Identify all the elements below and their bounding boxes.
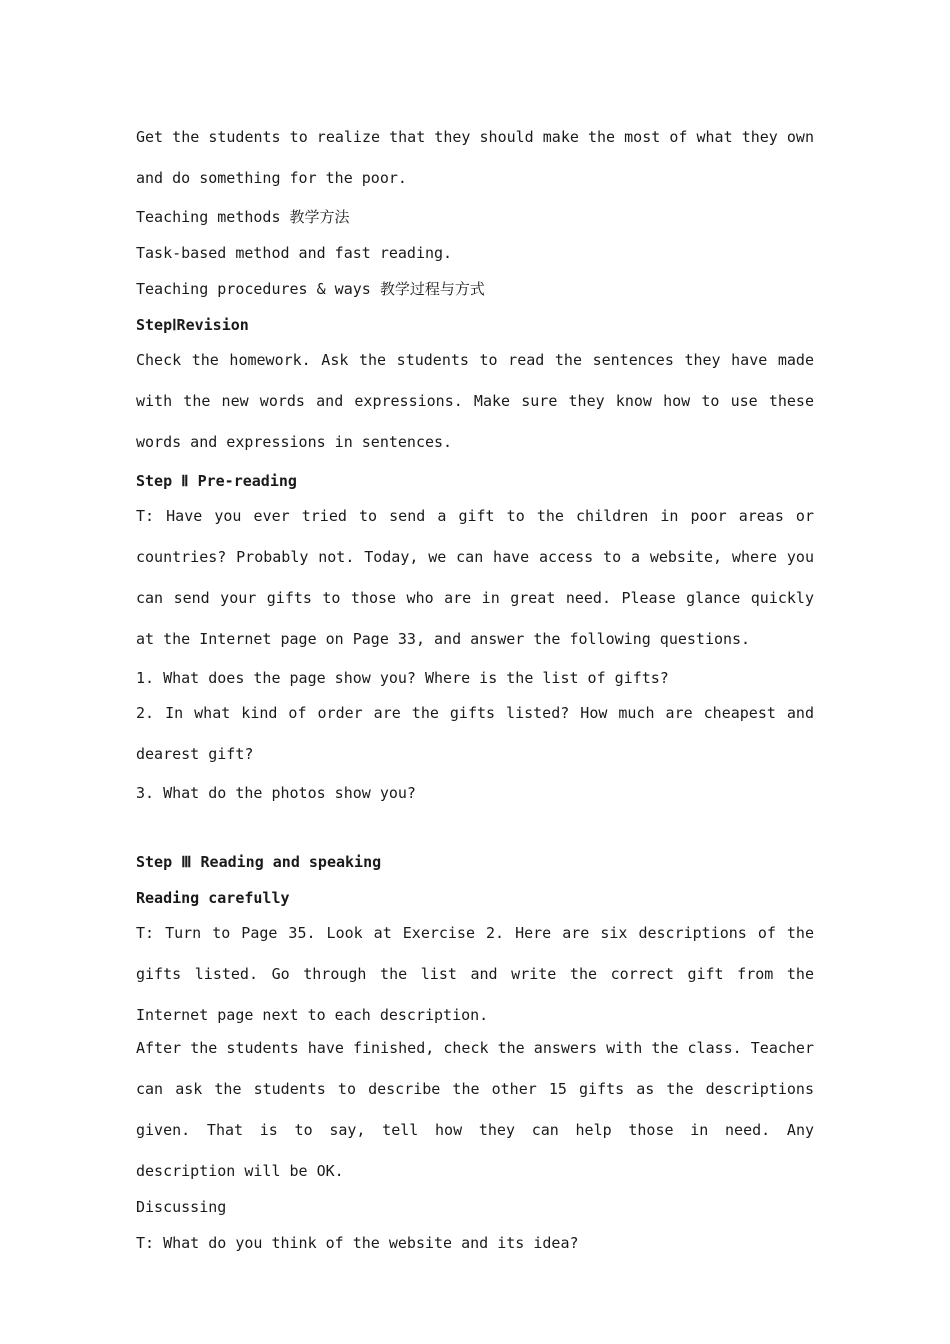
discussing-heading: Discussing — [136, 1198, 227, 1216]
step1-heading: StepⅠRevision — [136, 316, 249, 334]
teaching-methods-heading: Teaching methods 教学方法 — [136, 208, 350, 226]
teaching-methods-text: Task-based method and fast reading. — [136, 244, 453, 262]
step2-heading: Step Ⅱ Pre-reading — [136, 472, 297, 490]
reading-paragraph: T: Turn to Page 35. Look at Exercise 2. Here are six descriptions of the gifts listed. Go through the list and write the correct gift from the Internet page next to each description. — [136, 924, 814, 1024]
step2-paragraph: T: Have you ever tried to send a gift to the children in poor areas or countries? Probably not. Today, we can have access to a website, where you can send your gifts to those who are in great need. Please glance quickly at the Internet page on Page 33, and answer the following questions. — [136, 507, 814, 648]
reading-carefully-heading: Reading carefully — [136, 889, 290, 907]
question-3: 3. What do the photos show you? — [136, 784, 416, 802]
after-paragraph: After the students have finished, check the answers with the class. Teacher can ask the students to describe the other 15 gifts as the descriptions given. That is to say, tell how they can help those in need. Any description will be OK. — [136, 1039, 814, 1180]
step1-paragraph: Check the homework. Ask the students to read the sentences they have made with the new words and expressions. Make sure they know how to use these words and expressions in sentences. — [136, 351, 814, 451]
question-1: 1. What does the page show you? Where is the list of gifts? — [136, 669, 669, 687]
document-body — [136, 120, 814, 1261]
discussing-paragraph: T: What do you think of the website and its idea? — [136, 1234, 579, 1252]
objective-paragraph: Get the students to realize that they should make the most of what they own and do something for the poor. — [136, 128, 814, 187]
teaching-procedures-heading: Teaching procedures & ways 教学过程与方式 — [136, 280, 485, 298]
blank-line — [136, 811, 814, 844]
step3-heading: Step Ⅲ Reading and speaking — [136, 853, 382, 871]
question-2: 2. In what kind of order are the gifts listed? How much are cheapest and dearest gift? — [136, 704, 814, 763]
